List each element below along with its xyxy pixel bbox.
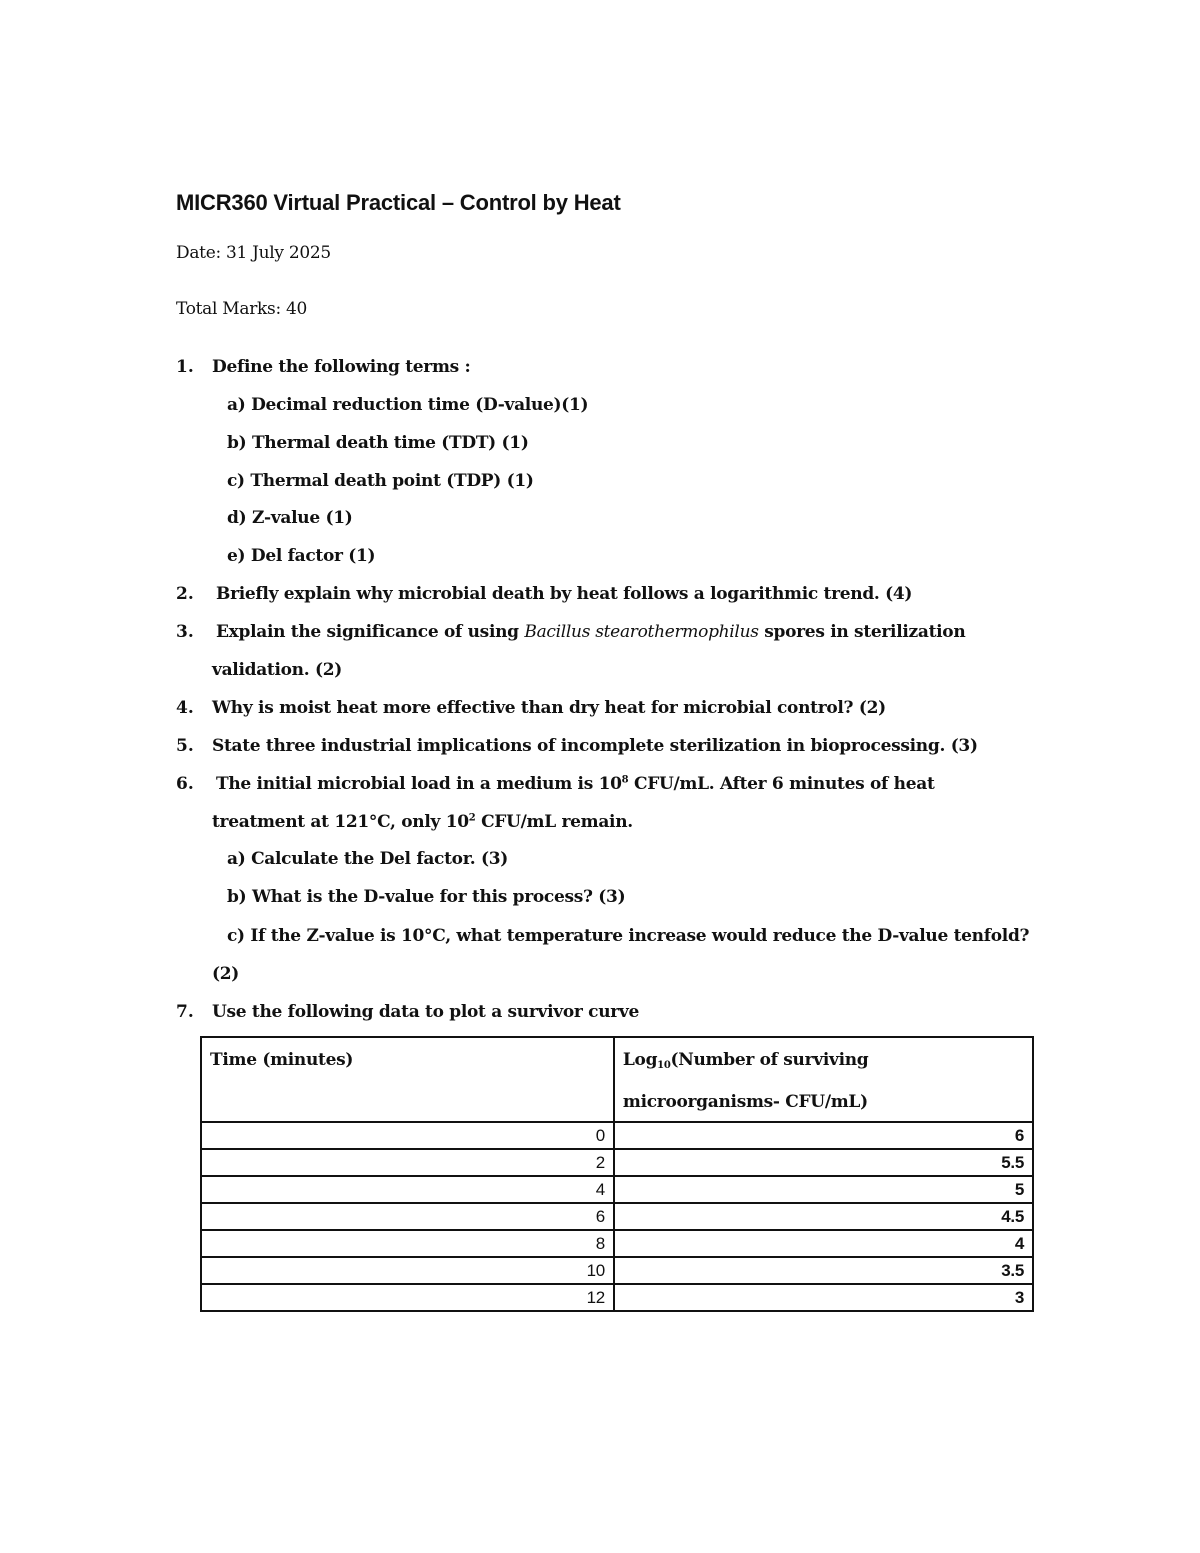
question-3-species: Bacillus stearothermophilus [524,622,759,642]
table-row [201,1149,1033,1176]
question-1b: b) Thermal death time (TDT) (1) [227,433,529,453]
cell-log: 4 [614,1230,1033,1257]
cell-time: 4 [201,1176,614,1203]
question-5-number: 5. [176,736,194,756]
cell-log: 5.5 [614,1149,1033,1176]
header-time: Time (minutes) [201,1037,614,1122]
header-log-subscript: 10 [657,1060,671,1071]
question-7-text: Use the following data to plot a survivor curve [212,1002,640,1022]
question-2-number: 2. [176,584,194,604]
table-row [201,1203,1033,1230]
question-6-line-1-b: CFU/mL. After 6 minutes of heat [628,774,935,794]
question-6-line-1 [216,774,935,794]
question-6c: c) If the Z-value is 10°C, what temperature increase would reduce the D-value tenfold? [227,926,1030,946]
question-3-text [216,622,965,642]
cell-time: 2 [201,1149,614,1176]
date-line: Date: 31 July 2025 [176,243,331,263]
table-row [201,1122,1033,1149]
question-6-line-2 [212,812,633,832]
question-3-number: 3. [176,622,194,642]
table-row [201,1284,1033,1311]
question-1a: a) Decimal reduction time (D-value)(1) [227,395,589,415]
cell-log: 6 [614,1122,1033,1149]
question-4-text: Why is moist heat more effective than dry heat for microbial control? (2) [212,698,886,718]
table-row [201,1257,1033,1284]
question-3-continuation: validation. (2) [212,660,342,680]
table-row [201,1176,1033,1203]
question-6-line-1-a: The initial microbial load in a medium is 10 [216,774,622,794]
table-row [201,1230,1033,1257]
question-1d: d) Z-value (1) [227,508,353,528]
question-3-post: spores in sterilization [758,622,966,642]
question-1-number: 1. [176,357,194,377]
cell-time: 10 [201,1257,614,1284]
cell-time: 12 [201,1284,614,1311]
question-5-text: State three industrial implications of incomplete sterilization in bioprocessing. (3) [212,736,978,756]
header-log [614,1037,1033,1122]
cell-log: 5 [614,1176,1033,1203]
header-log-text-2: microorganisms- CFU/mL) [622,1092,868,1112]
exponent-2: 2 [468,812,476,824]
question-6a: a) Calculate the Del factor. (3) [227,849,509,869]
question-7-number: 7. [176,1002,194,1022]
cell-log: 3 [614,1284,1033,1311]
cell-time: 8 [201,1230,614,1257]
question-1-text: Define the following terms : [212,357,471,377]
question-1e: e) Del factor (1) [227,546,376,566]
question-3-pre: Explain the significance of using [216,622,525,642]
table-header-row [201,1037,1033,1122]
header-log-text: (Number of surviving [670,1050,869,1070]
question-4-number: 4. [176,698,194,718]
cell-log: 3.5 [614,1257,1033,1284]
question-6-line-2-b: CFU/mL remain. [475,812,633,832]
exponent-8: 8 [621,774,629,786]
question-6c-marks: (2) [212,964,240,984]
survivor-data-table [200,1036,1034,1312]
question-1c: c) Thermal death point (TDP) (1) [227,471,534,491]
document-title: MICR360 Virtual Practical – Control by Heat [176,190,621,215]
cell-log: 4.5 [614,1203,1033,1230]
header-log-prefix: Log [622,1050,658,1070]
question-6-line-2-a: treatment at 121°C, only 10 [212,812,469,832]
total-marks-line: Total Marks: 40 [176,299,308,319]
question-6-number: 6. [176,774,194,794]
question-2-text: Briefly explain why microbial death by heat follows a logarithmic trend. (4) [216,584,913,604]
cell-time: 0 [201,1122,614,1149]
question-6b: b) What is the D-value for this process? (3) [227,887,626,907]
cell-time: 6 [201,1203,614,1230]
